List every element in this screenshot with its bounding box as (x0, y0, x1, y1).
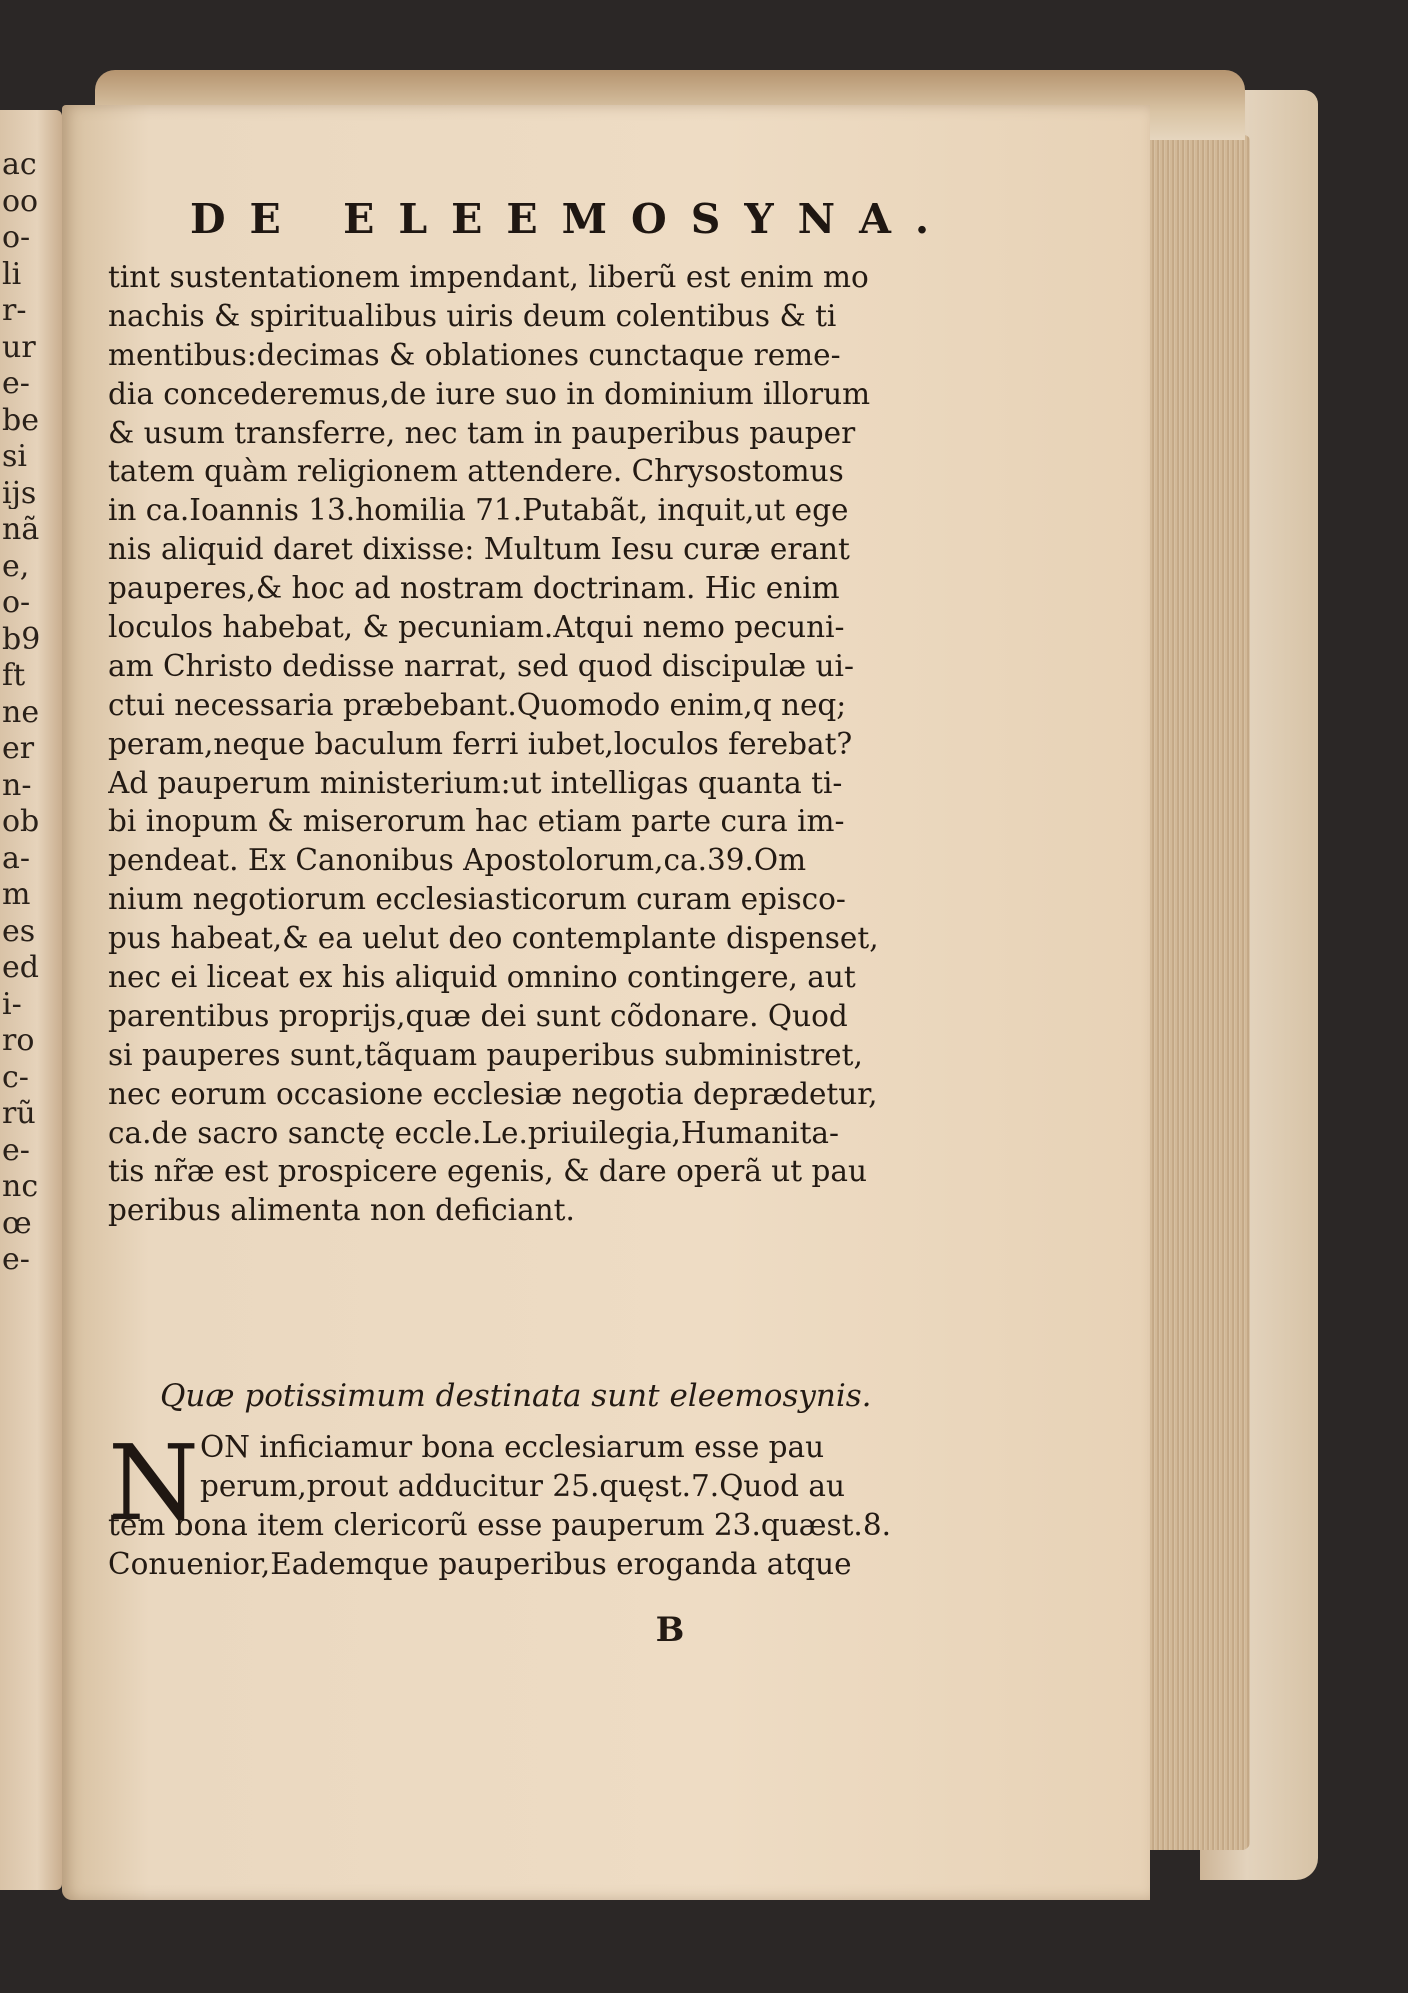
left-page-fragment: i- (2, 989, 22, 1020)
left-page-fragment: ob (2, 807, 40, 837)
text-line: nachis & spiritualibus uiris deum colentibus & ti (108, 298, 837, 333)
text-line: nec eorum occasione ecclesiæ negotia deprædetur, (108, 1076, 878, 1111)
left-page-fragment: o- (2, 588, 31, 618)
left-page-edge (0, 110, 62, 1890)
text-line: si pauperes sunt,tãquam pauperibus subministret, (108, 1037, 863, 1072)
left-page-fragment: e- (2, 1245, 30, 1275)
text-line: tatem quàm religionem attendere. Chrysostomus (108, 454, 844, 489)
left-page-fragment: oo (2, 186, 39, 217)
signature-mark: B (655, 1610, 685, 1650)
left-page-fragment: a- (2, 843, 31, 874)
text-line: mentibus:decimas & oblationes cunctaque reme- (108, 337, 841, 372)
left-page-fragment: r- (2, 296, 27, 326)
left-page-fragment: ne (2, 697, 40, 728)
left-page-fragment: li (2, 259, 22, 290)
running-head: DE ELEEMOSYNA. (190, 195, 954, 243)
drop-cap: N (108, 1422, 199, 1544)
text-line: pendeat. Ex Canonibus Apostolorum,ca.39.Om (108, 843, 807, 878)
left-page-fragment: b9 (2, 624, 41, 655)
paragraph-1 (108, 258, 938, 1230)
text-line: dia concederemus,de iure suo in dominium illorum (108, 376, 871, 411)
text-line: parentibus proprijs,quæ dei sunt cõdonare. Quod (108, 998, 848, 1033)
paragraph-2 (108, 1422, 938, 1584)
left-page-fragment: o- (2, 223, 31, 253)
text-line: tis nr̃æ est prospicere egenis, & dare operã ut pau (108, 1154, 868, 1189)
left-page-fragment: e- (2, 369, 30, 399)
text-line: Ad pauperum ministerium:ut intelligas quanta ti- (108, 765, 843, 800)
text-line: ca.de sacro sanctę eccle.Le.priuilegia,Humanita- (108, 1115, 839, 1150)
text-line: tem bona item clericorũ esse pauperum 23.quæst.8. (108, 1507, 891, 1542)
left-page-fragment: rũ (2, 1099, 36, 1129)
left-page-fragment: ac (2, 150, 37, 180)
left-page-fragment: œ (2, 1208, 32, 1239)
text-line: Conuenior,Eademque pauperibus eroganda atque (108, 1546, 852, 1581)
page-block-edges (1140, 135, 1250, 1850)
text-line: ctui necessaria præbebant.Quomodo enim,q neq; (108, 687, 847, 722)
left-page-fragment: nã (2, 515, 40, 545)
left-page-fragment: e- (2, 1135, 30, 1166)
text-line: nis aliquid daret dixisse: Multum Iesu curæ erant (108, 532, 850, 567)
text-line: tint sustentationem impendant, liberũ est enim mo (108, 260, 869, 294)
left-page-fragment: ur (2, 332, 36, 363)
text-line: pus habeat,& ea uelut deo contemplante dispenset, (108, 921, 879, 956)
text-line: loculos habebat, & pecuniam.Atqui nemo pecuni- (108, 610, 845, 645)
text-line: am Christo dedisse narrat, sed quod discipulæ ui- (108, 648, 854, 683)
text-line: & usum transferre, nec tam in pauperibus pauper (108, 415, 856, 450)
text-line: peram,neque baculum ferri iubet,loculos ferebat? (108, 726, 853, 761)
left-page-fragment: es (2, 916, 36, 947)
text-line: pauperes,& hoc ad nostram doctrinam. Hic enim (108, 571, 840, 606)
text-line: nec ei liceat ex his aliquid omnino contingere, aut (108, 960, 856, 995)
left-page-fragment: be (2, 405, 39, 436)
left-page-fragment: ed (2, 953, 39, 983)
left-page-fragment: ro (2, 1026, 35, 1056)
text-line: perum,prout adducitur 25.quęst.7.Quod au (200, 1468, 845, 1503)
section-heading: Quæ potissimum destinata sunt eleemosynis. (160, 1378, 872, 1414)
left-page-fragment: m (2, 880, 31, 910)
text-line: peribus alimenta non deficiant. (108, 1193, 575, 1228)
left-page-fragment: si (2, 442, 27, 472)
left-page-fragment: c- (2, 1062, 29, 1093)
text-line: in ca.Ioannis 13.homilia 71.Putabãt, inquit,ut ege (108, 493, 849, 528)
left-page-fragment: e, (2, 551, 30, 582)
left-page-fragment: nc (2, 1172, 39, 1202)
left-page-fragment: ft (2, 661, 26, 691)
text-line: bi inopum & miserorum hac etiam parte cura im- (108, 804, 845, 839)
left-page-fragment: er (2, 734, 35, 764)
left-page-fragment: ijs (2, 478, 37, 509)
left-page-fragment: n- (2, 770, 32, 801)
text-line: ON inficiamur bona ecclesiarum esse pau (200, 1430, 825, 1464)
text-line: nium negotiorum ecclesiasticorum curam episco- (108, 882, 846, 917)
